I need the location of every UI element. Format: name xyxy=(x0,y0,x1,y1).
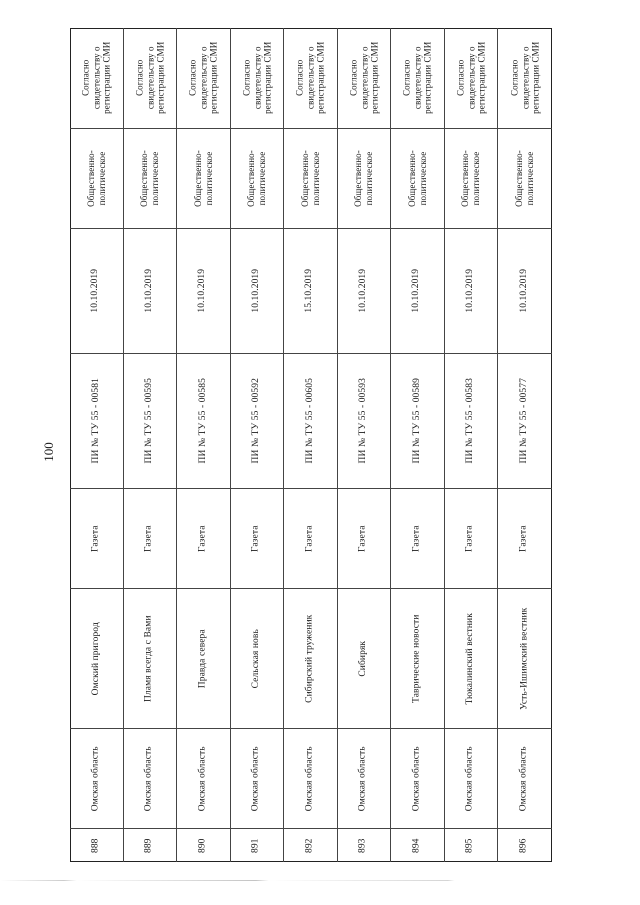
territory-line: регистрации СМИ xyxy=(208,41,219,115)
row-number-cell xyxy=(231,828,284,862)
category-cell xyxy=(231,128,284,228)
date-cell xyxy=(498,228,552,353)
territory-text xyxy=(348,42,380,114)
territory-line: Согласно xyxy=(455,59,465,97)
type-text: Газета xyxy=(144,525,154,552)
reg_number-text: ПИ № ТУ 55 - 00595 xyxy=(144,378,154,464)
media-title-cell xyxy=(177,588,230,728)
date-cell xyxy=(391,228,444,353)
region-cell xyxy=(445,728,498,828)
date-cell xyxy=(70,228,123,353)
reg-number-cell xyxy=(177,353,230,488)
table-row xyxy=(498,28,552,862)
num-text: 891 xyxy=(251,838,261,853)
category-line: политическое xyxy=(524,151,535,206)
type-text: Газета xyxy=(519,525,529,552)
reg_number-text: ПИ № ТУ 55 - 00592 xyxy=(251,378,261,464)
category-line: Общественно- xyxy=(85,150,96,207)
date-cell xyxy=(284,228,337,353)
row-number-cell xyxy=(284,828,337,862)
territory-line: свидетельству о xyxy=(412,46,422,110)
media-title-cell xyxy=(284,588,337,728)
territory-text xyxy=(188,42,220,114)
reg-number-cell xyxy=(391,353,444,488)
region-cell xyxy=(231,728,284,828)
territory-text xyxy=(134,42,166,114)
media-type-cell xyxy=(498,488,552,588)
territory-cell xyxy=(498,28,552,128)
title-text: Сибиряк xyxy=(358,640,368,677)
reg-number-cell xyxy=(70,353,123,488)
territory-text xyxy=(455,42,487,114)
media-type-cell xyxy=(231,488,284,588)
category-line: политическое xyxy=(96,151,107,206)
category-cell xyxy=(498,128,552,228)
table-row xyxy=(391,28,445,862)
territory-line: свидетельству о xyxy=(305,46,315,110)
media-type-cell xyxy=(338,488,391,588)
media-title-cell xyxy=(445,588,498,728)
region-text: Омская область xyxy=(411,746,422,811)
region-cell xyxy=(338,728,391,828)
date-text: 10.10.2019 xyxy=(358,269,368,313)
date-cell xyxy=(445,228,498,353)
date-cell xyxy=(338,228,391,353)
territory-line: Согласно xyxy=(401,59,412,97)
category-line: политическое xyxy=(149,151,160,206)
territory-line: свидетельству о xyxy=(519,46,530,110)
territory-line: регистрации СМИ xyxy=(155,41,165,115)
media-title-cell xyxy=(70,588,123,728)
num-text: 892 xyxy=(304,838,315,853)
reg_number-text: ПИ № ТУ 55 - 00583 xyxy=(465,378,475,464)
title-text: Тюкалинский вестник xyxy=(465,612,476,705)
territory-cell xyxy=(338,28,391,128)
table-row xyxy=(124,28,178,862)
row-number-cell xyxy=(70,828,123,862)
category-line: политическое xyxy=(363,151,374,206)
territory-line: регистрации СМИ xyxy=(315,41,326,115)
table-row xyxy=(338,28,392,862)
category-line: Общественно- xyxy=(460,150,471,207)
date-text: 10.10.2019 xyxy=(197,269,208,313)
date-text: 10.10.2019 xyxy=(251,269,261,313)
date-cell xyxy=(124,228,177,353)
date-text: 15.10.2019 xyxy=(304,269,315,313)
territory-line: регистрации СМИ xyxy=(422,41,433,115)
row-number-cell xyxy=(338,828,391,862)
category-cell xyxy=(391,128,444,228)
title-text: Правда севера xyxy=(197,629,208,688)
media-title-cell xyxy=(231,588,284,728)
num-text: 894 xyxy=(411,838,422,853)
reg-number-cell xyxy=(231,353,284,488)
type-text: Газета xyxy=(197,525,208,552)
region-text: Омская область xyxy=(90,746,101,811)
territory-line: Согласно xyxy=(134,59,144,97)
title-text: Пламя всегда с Вами xyxy=(144,615,155,702)
territory-line: регистрации СМИ xyxy=(262,41,272,115)
table-row xyxy=(70,28,124,862)
category-text xyxy=(353,150,374,207)
reg_number-text: ПИ № ТУ 55 - 00605 xyxy=(304,378,315,464)
territory-line: Согласно xyxy=(294,59,305,97)
region-cell xyxy=(124,728,177,828)
category-line: Общественно- xyxy=(299,150,310,207)
num-text: 893 xyxy=(358,838,368,853)
territory-line: регистрации СМИ xyxy=(530,41,540,115)
title-text: Омский пригород xyxy=(90,621,101,696)
type-text: Газета xyxy=(304,525,315,552)
region-text: Омская область xyxy=(197,746,208,811)
territory-line: свидетельству о xyxy=(91,46,101,110)
num-text: 895 xyxy=(465,838,475,853)
territory-text xyxy=(402,42,434,114)
date-text: 10.10.2019 xyxy=(519,269,529,313)
region-text: Омская область xyxy=(358,746,368,811)
territory-line: Согласно xyxy=(241,59,251,97)
num-text: 889 xyxy=(144,838,154,853)
region-cell xyxy=(70,728,123,828)
date-text: 10.10.2019 xyxy=(90,269,101,313)
territory-line: свидетельству о xyxy=(465,46,476,110)
num-text: 896 xyxy=(519,838,529,853)
date-text: 10.10.2019 xyxy=(465,269,475,313)
region-text: Омская область xyxy=(465,746,475,811)
territory-line: Согласно xyxy=(187,59,198,97)
table-row xyxy=(231,28,285,862)
row-number-cell xyxy=(498,828,552,862)
date-cell xyxy=(231,228,284,353)
territory-text xyxy=(81,42,113,114)
category-cell xyxy=(70,128,123,228)
category-cell xyxy=(177,128,230,228)
date-text: 10.10.2019 xyxy=(411,269,422,313)
territory-text xyxy=(509,42,541,114)
territory-line: Согласно xyxy=(509,59,519,97)
num-text: 890 xyxy=(197,838,208,853)
region-text: Омская область xyxy=(519,746,529,811)
territory-line: свидетельству о xyxy=(358,46,369,110)
category-cell xyxy=(445,128,498,228)
title-text: Сибирский труженик xyxy=(304,614,315,703)
territory-cell xyxy=(231,28,284,128)
territory-cell xyxy=(391,28,444,128)
media-type-cell xyxy=(124,488,177,588)
reg_number-text: ПИ № ТУ 55 - 00585 xyxy=(197,378,208,464)
page-number: 100 xyxy=(41,442,56,462)
category-line: Общественно- xyxy=(353,150,364,207)
category-text xyxy=(86,150,107,207)
media-type-cell xyxy=(177,488,230,588)
media-type-cell xyxy=(391,488,444,588)
category-line: политическое xyxy=(203,151,214,206)
territory-line: Согласно xyxy=(80,59,91,97)
category-line: политическое xyxy=(310,151,321,206)
type-text: Газета xyxy=(90,525,101,552)
category-text xyxy=(246,150,267,207)
territory-cell xyxy=(177,28,230,128)
territory-line: свидетельству о xyxy=(198,46,208,110)
reg-number-cell xyxy=(338,353,391,488)
scan-artifact-line xyxy=(0,880,640,881)
num-text: 888 xyxy=(90,838,101,853)
title-text: Усть-Ишимский вестник xyxy=(519,607,530,710)
territory-cell xyxy=(445,28,498,128)
row-number-cell xyxy=(177,828,230,862)
territory-line: свидетельству о xyxy=(251,46,262,110)
territory-cell xyxy=(284,28,337,128)
category-line: Общественно- xyxy=(192,150,203,207)
title-text: Таврические новости xyxy=(411,614,422,703)
region-cell xyxy=(498,728,552,828)
category-text xyxy=(514,150,535,207)
region-text: Омская область xyxy=(304,746,315,811)
territory-line: Согласно xyxy=(348,59,358,97)
category-text xyxy=(139,150,160,207)
category-line: политическое xyxy=(470,151,481,206)
table-row xyxy=(284,28,338,862)
category-cell xyxy=(124,128,177,228)
media-title-cell xyxy=(124,588,177,728)
territory-line: свидетельству о xyxy=(144,46,155,110)
media-title-cell xyxy=(498,588,552,728)
media-type-cell xyxy=(70,488,123,588)
category-text xyxy=(300,150,321,207)
reg-number-cell xyxy=(498,353,552,488)
category-line: Общественно- xyxy=(406,150,417,207)
territory-cell xyxy=(70,28,123,128)
reg_number-text: ПИ № ТУ 55 - 00577 xyxy=(519,378,529,464)
region-text: Омская область xyxy=(251,746,261,811)
category-line: Общественно- xyxy=(246,150,257,207)
reg-number-cell xyxy=(284,353,337,488)
type-text: Газета xyxy=(358,525,368,552)
category-line: политическое xyxy=(417,151,428,206)
reg-number-cell xyxy=(124,353,177,488)
category-cell xyxy=(338,128,391,228)
row-number-cell xyxy=(391,828,444,862)
date-text: 10.10.2019 xyxy=(144,269,154,313)
region-cell xyxy=(391,728,444,828)
media-type-cell xyxy=(284,488,337,588)
reg_number-text: ПИ № ТУ 55 - 00593 xyxy=(358,378,368,464)
type-text: Газета xyxy=(465,525,475,552)
territory-text xyxy=(295,42,327,114)
category-text xyxy=(193,150,214,207)
category-line: политическое xyxy=(256,151,267,206)
row-number-cell xyxy=(445,828,498,862)
type-text: Газета xyxy=(411,525,422,552)
table-row xyxy=(445,28,499,862)
media-title-cell xyxy=(338,588,391,728)
region-text: Омская область xyxy=(144,746,154,811)
category-line: Общественно- xyxy=(139,150,150,207)
media-title-cell xyxy=(391,588,444,728)
territory-line: регистрации СМИ xyxy=(369,41,379,115)
row-number-cell xyxy=(124,828,177,862)
title-text: Сельская новь xyxy=(251,628,261,689)
region-cell xyxy=(284,728,337,828)
category-line: Общественно- xyxy=(514,150,525,207)
category-text xyxy=(407,150,428,207)
territory-line: регистрации СМИ xyxy=(476,41,486,115)
territory-cell xyxy=(124,28,177,128)
reg_number-text: ПИ № ТУ 55 - 00581 xyxy=(90,378,101,464)
region-cell xyxy=(177,728,230,828)
territory-text xyxy=(241,42,273,114)
date-cell xyxy=(177,228,230,353)
category-cell xyxy=(284,128,337,228)
reg_number-text: ПИ № ТУ 55 - 00589 xyxy=(411,378,422,464)
table-row xyxy=(177,28,231,862)
type-text: Газета xyxy=(251,525,261,552)
category-text xyxy=(460,150,481,207)
territory-line: регистрации СМИ xyxy=(101,41,112,115)
media-type-cell xyxy=(445,488,498,588)
reg-number-cell xyxy=(445,353,498,488)
registry-table xyxy=(70,28,552,862)
